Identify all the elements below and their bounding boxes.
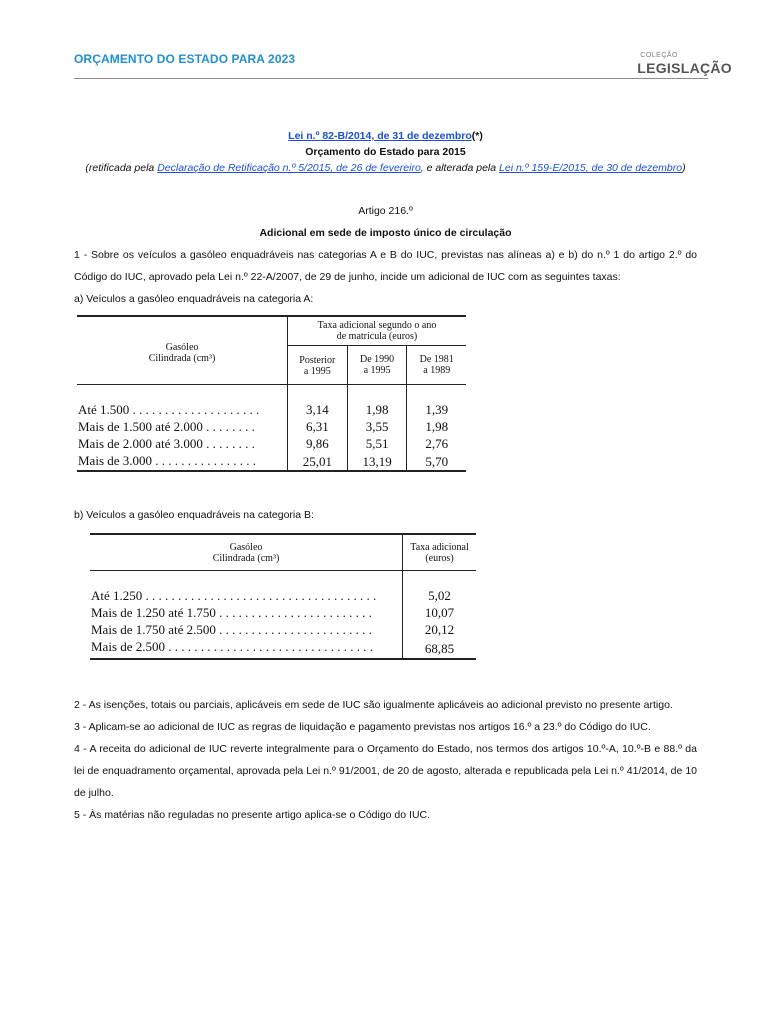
subheading-a: a) Veículos a gasóleo enquadráveis na categoria A: bbox=[74, 293, 314, 305]
retification-link[interactable]: Declaração de Retificação n.º 5/2015, de 26 de fevereiro bbox=[157, 162, 421, 174]
table-row: Mais de 3.000 . . . . . . . . . . . . . . . . 25,01 13,19 5,70 bbox=[77, 452, 466, 471]
brand-logo bbox=[637, 52, 732, 75]
table-b-rate-head: Taxa adicional (euros) bbox=[403, 534, 477, 571]
table-row: Mais de 1.500 até 2.000 . . . . . . . . 6,31 3,55 1,98 bbox=[77, 418, 466, 435]
paragraph-5: 5 - Às matérias não reguladas no presente artigo aplica-se o Código do IUC. bbox=[74, 809, 431, 821]
brand-big-text: LEGISLAÇÃO bbox=[637, 60, 732, 76]
law-link[interactable]: Lei n.º 82-B/2014, de 31 de dezembro bbox=[288, 130, 472, 142]
table-row: Mais de 2.500 . . . . . . . . . . . . . . . . . . . . . . . . . . . . . . . . 68,85 bbox=[90, 638, 476, 659]
table-row: Mais de 1.250 até 1.750 . . . . . . . . . . . . . . . . . . . . . . . . 10,07 bbox=[90, 604, 476, 621]
table-row: Até 1.500 . . . . . . . . . . . . . . . . . . . . 3,14 1,98 1,39 bbox=[77, 401, 466, 418]
header-title: ORÇAMENTO DO ESTADO PARA 2023 bbox=[74, 52, 296, 66]
table-b-col-head: Gasóleo Cilindrada (cm³) bbox=[90, 534, 403, 571]
table-category-a bbox=[77, 315, 466, 472]
law-note bbox=[74, 160, 697, 176]
table-category-b bbox=[90, 533, 476, 660]
paragraph-3: 3 - Aplicam-se ao adicional de IUC as regras de liquidação e pagamento previstas nos artigos 16.º a 23.º do Código do IUC. bbox=[74, 721, 651, 733]
document-body bbox=[74, 128, 697, 826]
table-a-col-head: Gasóleo Cilindrada (cm³) bbox=[77, 316, 288, 385]
brand-small-text: COLEÇÃO bbox=[640, 52, 678, 59]
paragraph-4: 4 - A receita do adicional de IUC reverte integralmente para o Orçamento do Estado, nos termos dos artigos 10.º-A, 10.º-B e 88.º da lei de enquadramento orçamental, aprovada pela Lei n.º 91/2001, de 20 de agosto, alterada e republicada pela Lei n.º 41/2014, de 10 de julho. bbox=[74, 743, 697, 799]
table-a-sub2: De 1990 a 1995 bbox=[347, 346, 407, 385]
article-title: Adicional em sede de imposto único de circulação bbox=[259, 227, 512, 239]
law-note-prefix: (retificada pela bbox=[85, 162, 158, 174]
table-row: Até 1.250 . . . . . . . . . . . . . . . . . . . . . . . . . . . . . . . . . . . . 5,02 bbox=[90, 587, 476, 604]
law-note-mid: , e alterada pela bbox=[420, 162, 500, 174]
paragraph-1: 1 - Sobre os veículos a gasóleo enquadráveis nas categorias A e B do IUC, previstas nas alíneas a) e b) do n.º 1 do artigo 2.º do Código do IUC, aprovado pela Lei n.º 22-A/2007, de 29 de junho, incide um adicional de IUC com as seguintes taxas: bbox=[74, 249, 697, 283]
amendment-link[interactable]: Lei n.º 159-E/2015, de 30 de dezembro bbox=[499, 162, 683, 174]
table-a-sub3: De 1981 a 1989 bbox=[407, 346, 466, 385]
law-note-suffix: ) bbox=[682, 162, 686, 174]
article-number: Artigo 216.º bbox=[358, 205, 413, 217]
law-heading bbox=[74, 128, 697, 176]
law-asterisk: (*) bbox=[471, 130, 483, 142]
header-divider bbox=[74, 78, 708, 79]
law-subtitle: Orçamento do Estado para 2015 bbox=[305, 146, 466, 158]
paragraph-2: 2 - As isenções, totais ou parciais, aplicáveis em sede de IUC são igualmente aplicáveis ao adicional previsto no presente artigo. bbox=[74, 699, 673, 711]
table-a-sub1: Posterior a 1995 bbox=[288, 346, 348, 385]
table-row: Mais de 1.750 até 2.500 . . . . . . . . . . . . . . . . . . . . . . . . 20,12 bbox=[90, 621, 476, 638]
table-a-group-head: Taxa adicional segundo o ano de matrícula (euros) bbox=[288, 316, 467, 346]
subheading-b: b) Veículos a gasóleo enquadráveis na categoria B: bbox=[74, 509, 314, 521]
table-row: Mais de 2.000 até 3.000 . . . . . . . . 9,86 5,51 2,76 bbox=[77, 435, 466, 452]
